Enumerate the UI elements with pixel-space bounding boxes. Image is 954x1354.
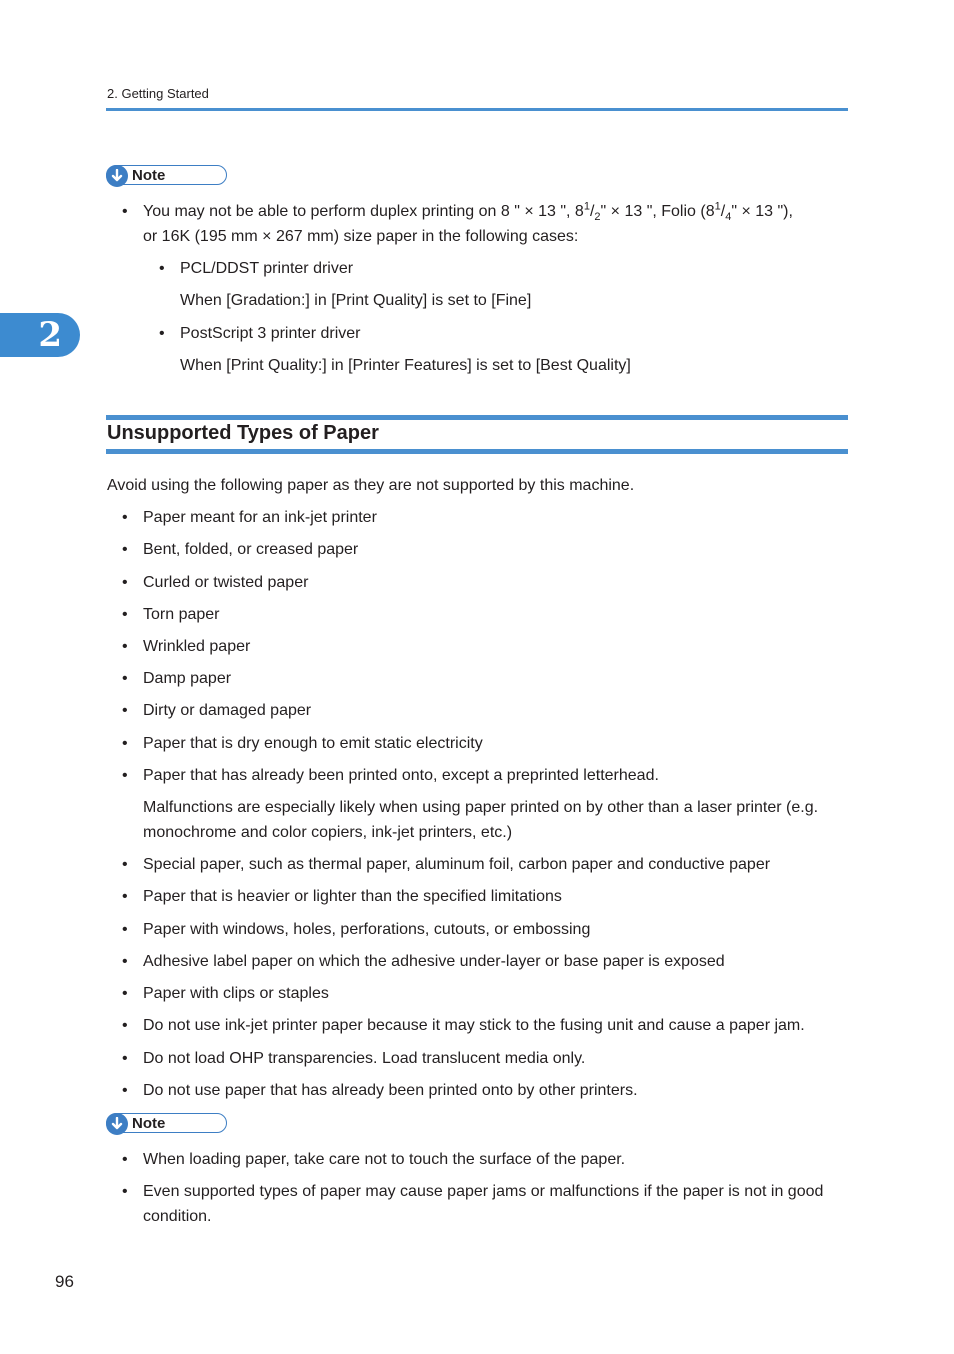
sub-item-detail: When [Gradation:] in [Print Quality] is set to [Fine] (180, 292, 532, 309)
bullet-icon: • (122, 702, 128, 719)
list-item: Adhesive label paper on which the adhesive under-layer or base paper is exposed (143, 953, 725, 970)
page-number: 96 (55, 1272, 74, 1291)
list-item: Bent, folded, or creased paper (143, 541, 359, 558)
list-item: Torn paper (143, 606, 220, 623)
bullet-icon: • (159, 260, 165, 277)
bullet-icon: • (122, 735, 128, 752)
chapter-tab: 2 (0, 313, 80, 357)
note-badge (106, 1113, 227, 1133)
bullet-icon: • (122, 203, 128, 220)
bullet-icon: • (122, 509, 128, 526)
section-rule-bottom (106, 449, 848, 454)
note-item-text-line2: condition. (143, 1208, 212, 1225)
note-item-text-line2: or 16K (195 mm × 267 mm) size paper in the following cases: (143, 228, 579, 245)
bullet-icon: • (159, 325, 165, 342)
arrow-down-icon (106, 1113, 128, 1135)
bullet-icon: • (122, 888, 128, 905)
header-rule (106, 108, 848, 111)
list-item: Paper that is dry enough to emit static electricity (143, 735, 483, 752)
bullet-icon: • (122, 1183, 128, 1200)
bullet-icon: • (122, 921, 128, 938)
bullet-icon: • (122, 953, 128, 970)
note-badge (106, 165, 227, 185)
list-item: Do not use ink-jet printer paper because it may stick to the fusing unit and cause a paper jam. (143, 1017, 805, 1034)
running-header: 2. Getting Started (107, 86, 209, 101)
bullet-icon: • (122, 638, 128, 655)
list-item: Do not use paper that has already been printed onto by other printers. (143, 1082, 638, 1099)
list-item: Dirty or damaged paper (143, 702, 312, 719)
list-item: Paper that is heavier or lighter than the specified limitations (143, 888, 562, 905)
bullet-icon: • (122, 856, 128, 873)
section-intro: Avoid using the following paper as they are not supported by this machine. (107, 477, 635, 494)
list-item: Wrinkled paper (143, 638, 251, 655)
bullet-icon: • (122, 1082, 128, 1099)
bullet-icon: • (122, 1151, 128, 1168)
list-item: Paper that has already been printed onto, except a preprinted letterhead. (143, 767, 659, 784)
bullet-icon: • (122, 985, 128, 1002)
list-item: Do not load OHP transparencies. Load translucent media only. (143, 1050, 586, 1067)
bullet-icon: • (122, 606, 128, 623)
bullet-icon: • (122, 1017, 128, 1034)
note-label: Note (132, 1115, 166, 1132)
list-item: Paper with clips or staples (143, 985, 329, 1002)
list-item-detail: monochrome and color copiers, ink-jet printers, etc.) (143, 824, 513, 841)
list-item: Curled or twisted paper (143, 574, 309, 591)
list-item: Paper with windows, holes, perforations, cutouts, or embossing (143, 921, 591, 938)
bullet-icon: • (122, 767, 128, 784)
bullet-icon: • (122, 574, 128, 591)
note-item-text: You may not be able to perform duplex printing on 8 " × 13 ", $8^1/_2$" × 13 ", Folio ($8^1/_4$" × 13 "), (143, 200, 793, 224)
note-item-text: When loading paper, take care not to touch the surface of the paper. (143, 1151, 626, 1168)
list-item: Special paper, such as thermal paper, aluminum foil, carbon paper and conductive paper (143, 856, 771, 873)
sub-item-label: PCL/DDST printer driver (180, 260, 354, 277)
bullet-icon: • (122, 541, 128, 558)
list-item: Paper meant for an ink-jet printer (143, 509, 377, 526)
note-label: Note (132, 167, 166, 184)
list-item: Damp paper (143, 670, 232, 687)
sub-item-label: PostScript 3 printer driver (180, 325, 361, 342)
bullet-icon: • (122, 670, 128, 687)
sub-item-detail: When [Print Quality:] in [Printer Features] is set to [Best Quality] (180, 357, 631, 374)
section-title: Unsupported Types of Paper (107, 422, 379, 444)
list-item-detail: Malfunctions are especially likely when using paper printed on by other than a laser printer (e.g. (143, 799, 819, 816)
arrow-down-icon (106, 165, 128, 187)
note-item-text: Even supported types of paper may cause paper jams or malfunctions if the paper is not in good (143, 1183, 824, 1200)
bullet-icon: • (122, 1050, 128, 1067)
